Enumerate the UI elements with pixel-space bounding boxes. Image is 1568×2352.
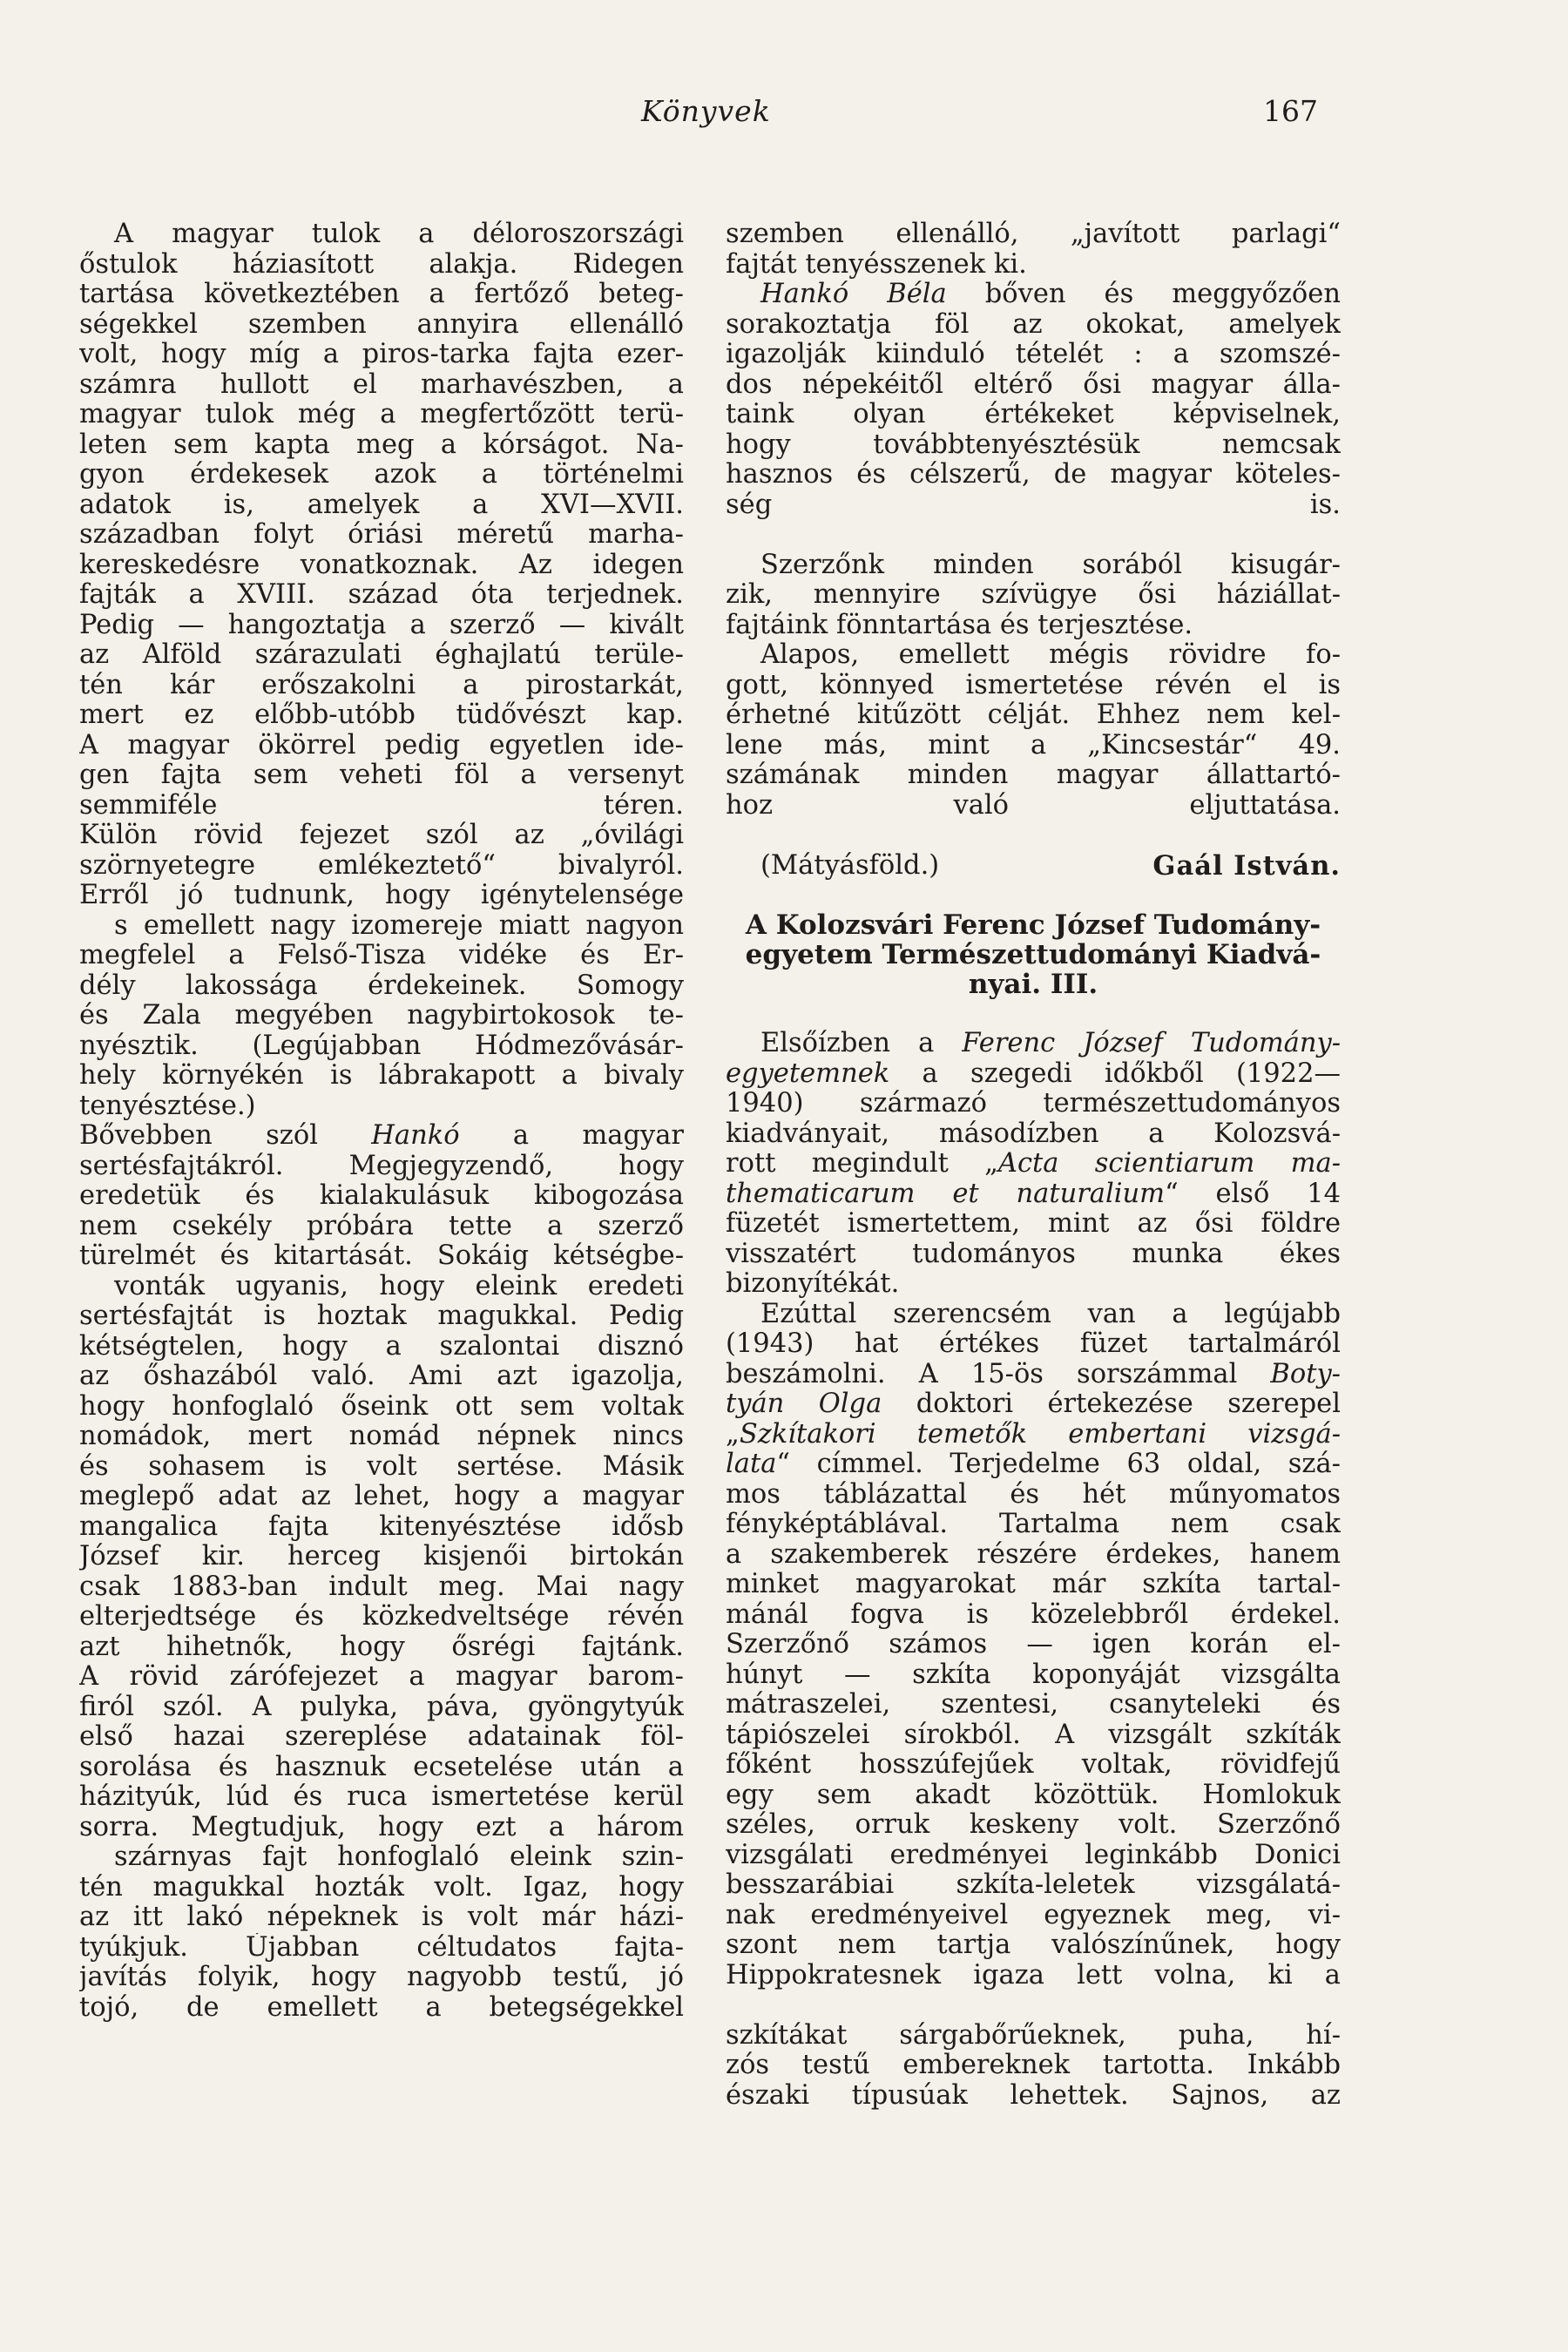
left-column <box>79 220 684 2143</box>
text-line: Ezúttal szerencsém van a legújabb <box>760 1299 1341 1329</box>
text-line: szörnyetegre emlékeztető“ bivalyról. <box>79 850 684 881</box>
right-column <box>726 220 1341 2201</box>
text-line: meglepő adat az lehet, hogy a magyar <box>79 1482 684 1511</box>
text-line: hasznos és célszerű, de magyar köteles- <box>726 460 1341 490</box>
text-line: hogy honfoglaló őseink ott sem voltak <box>79 1391 684 1422</box>
text-line: mánál fogva is közelebbről érdekel. <box>726 1599 1341 1630</box>
heading-line: A Kolozsvári Ferenc József Tudomány- <box>745 909 1321 941</box>
text-line <box>726 1990 1341 2021</box>
text-line: tápiószelei sírokból. A vizsgált szkíták <box>726 1720 1341 1750</box>
text-line: rott megindult „Acta scientiarum ma- <box>726 1149 1341 1179</box>
text-line: egyetemnek a szegedi időkből (1922— <box>726 1058 1341 1089</box>
text-line: sertésfajtákról. Megjegyzendő, hogy <box>79 1151 684 1181</box>
text-line: bizonyítékát. <box>726 1268 900 1299</box>
text-line <box>79 2113 684 2144</box>
text-line <box>726 520 1341 551</box>
text-line: fajták a XVIII. század óta terjednek. <box>79 580 684 610</box>
heading-line: nyai. III. <box>968 969 1098 1000</box>
text-line: tyúkjuk. Újabban céltudatos fajta- <box>79 1932 684 1963</box>
text-line: adatok is, amelyek a XVI—XVII. <box>79 490 684 520</box>
text-line: számra hullott el marhavészben, a <box>79 369 684 400</box>
text-line: elterjedtsége és közkedveltsége révén <box>79 1602 684 1632</box>
text-line: türelmét és kitartását. Sokáig kétségbe- <box>79 1241 684 1271</box>
text-line: Bővebben szól Hankó a magyar <box>79 1121 684 1151</box>
text-line: tén kár erőszakolni a pirostarkát, <box>79 670 684 700</box>
text-line: s emellett nagy izomereje miatt nagyon <box>114 910 684 941</box>
text-line: firól szól. A pulyka, páva, gyöngytyúk <box>79 1692 684 1722</box>
text-line: csak 1883-ban indult meg. Mai nagy <box>79 1571 684 1602</box>
signature-line <box>726 851 1341 882</box>
text-line: beszámolni. A 15-ös sorszámmal Boty- <box>726 1359 1341 1389</box>
text-line: főként hosszúfejűek voltak, rövidfejű <box>726 1750 1341 1780</box>
page-number: 167 <box>1263 94 1318 128</box>
text-line <box>79 2083 684 2113</box>
text-line: taink olyan értékeket képviselnek, <box>726 400 1341 429</box>
running-title: Könyvek <box>641 94 771 128</box>
text-line: sorakoztatja föl az okokat, amelyek <box>726 309 1341 340</box>
text-line: dos népekéitől eltérő ősi magyar álla- <box>726 369 1341 400</box>
text-line: leten sem kapta meg a kórságot. Na- <box>79 429 684 460</box>
text-line: mos táblázattal és hét műnyomatos <box>726 1479 1341 1510</box>
text-line: József kir. herceg kisjenői birtokán <box>79 1542 684 1571</box>
text-line: magyar tulok még a megfertőzött terü- <box>79 400 684 429</box>
text-line: nomádok, mert nomád népnek nincs <box>79 1422 684 1451</box>
text-line: Alapos, emellett mégis rövidre fo- <box>760 640 1341 670</box>
text-line: házityúk, lúd és ruca ismertetése kerül <box>79 1782 684 1812</box>
text-line: sorolása és hasznuk ecsetelése után a <box>79 1752 684 1782</box>
text-line: ség is. <box>726 490 1341 520</box>
text-line: fajtáink fönntartása és terjesztése. <box>726 609 1193 640</box>
text-line: fajtát tenyésszenek ki. <box>726 248 1027 280</box>
text-line: és sohasem is volt sertése. Másik <box>79 1451 684 1482</box>
text-line: javítás folyik, hogy nagyobb testű, jó <box>79 1963 684 1992</box>
text-line: gyon érdekesek azok a történelmi <box>79 460 684 490</box>
text-line: A rövid zárófejezet a magyar barom- <box>79 1662 684 1692</box>
text-line: ségekkel szemben annyira ellenálló <box>79 309 684 340</box>
text-line: nyésztik. (Legújabban Hódmezővásár- <box>79 1031 684 1061</box>
text-line: eredetük és kialakulásuk kibogozása <box>79 1181 684 1211</box>
text-line: füzetét ismertettem, mint az ősi földre <box>726 1209 1341 1239</box>
signature-author: Gaál István. <box>1152 849 1341 882</box>
text-line: Hankó Béla bőven és meggyőzően <box>760 280 1341 309</box>
text-line: fényképtáblával. Tartalma nem csak <box>726 1510 1341 1539</box>
text-line: hoz való eljuttatása. <box>726 790 1341 821</box>
text-line: északi típusúak lehettek. Sajnos, az <box>726 2080 1341 2111</box>
text-line: Szerzőnő számos — igen korán el- <box>726 1630 1341 1659</box>
text-line: vizsgálati eredményei leginkább Donici <box>726 1840 1341 1870</box>
text-line: nem csekély próbára tette a szerző <box>79 1211 684 1241</box>
text-line: 1940) származó természettudományos <box>726 1089 1341 1119</box>
text-line: széles, orruk keskeny volt. Szerzőnő <box>726 1810 1341 1840</box>
text-line: nak eredményeivel egyeznek meg, vi- <box>726 1900 1341 1930</box>
text-line: Külön rövid fejezet szól az „óvilági <box>79 821 684 850</box>
text-line: megfelel a Felső-Tisza vidéke és Er- <box>79 941 684 970</box>
text-line: tenyésztése.) <box>79 1091 256 1121</box>
text-line: tyán Olga doktori értekezése szerepel <box>726 1389 1341 1419</box>
text-line: gen fajta sem veheti föl a versenyt <box>79 760 684 790</box>
signature-place: (Mátyásföld.) <box>760 849 940 881</box>
text-line: A magyar ökörrel pedig egyetlen ide- <box>79 730 684 760</box>
text-line: zik, mennyire szívügye ősi háziállat- <box>726 580 1341 610</box>
text-line: minket magyarokat már szkíta tartal- <box>726 1570 1341 1599</box>
text-line <box>79 2053 684 2084</box>
text-line: az őshazából való. Ami azt igazolja, <box>79 1362 684 1391</box>
text-line: „Szkítakori temetők embertani vizsgá- <box>726 1419 1341 1450</box>
spacer <box>726 999 1341 1029</box>
text-line: igazolják kiinduló tételét : a szomszé- <box>726 340 1341 369</box>
text-line: mert ez előbb-utóbb tüdővészt kap. <box>79 700 684 730</box>
text-line: hogy továbbtenyésztésük nemcsak <box>726 429 1341 460</box>
text-line: Elsőízben a Ferenc József Tudomány- <box>760 1029 1341 1058</box>
text-line: és Zala megyében nagybirtokosok te- <box>79 1001 684 1031</box>
text-line: első hazai szereplése adatainak föl- <box>79 1722 684 1752</box>
text-line: szont nem tartja valószínűnek, hogy <box>726 1930 1341 1960</box>
text-line <box>726 2171 1341 2201</box>
text-line: kiadványait, másodízben a Kolozsvá- <box>726 1119 1341 1149</box>
text-line: A magyar tulok a déloroszországi <box>114 220 684 249</box>
text-line: szárnyas fajt honfoglaló eleink szin- <box>114 1842 684 1872</box>
heading-line: egyetem Természettudományi Kiadvá- <box>745 939 1321 970</box>
text-line: a szakemberek részére érdekes, hanem <box>726 1539 1341 1570</box>
text-line: őstulok háziasított alakja. Ridegen <box>79 249 684 280</box>
text-line: húnyt — szkíta koponyáját vizsgálta <box>726 1659 1341 1690</box>
text-line: semmiféle téren. <box>79 790 684 821</box>
text-line: Pedig — hangoztatja a szerző — kivált <box>79 610 684 640</box>
text-line: kereskedésre vonatkoznak. Az idegen <box>79 550 684 580</box>
text-line: dély lakossága érdekeinek. Somogy <box>79 970 684 1001</box>
text-line: szemben ellenálló, „javított parlagi“ <box>726 220 1341 249</box>
text-line: mangalica fajta kitenyésztése idősb <box>79 1511 684 1542</box>
text-line <box>79 2023 684 2053</box>
text-line: visszatért tudományos munka ékes <box>726 1239 1341 1269</box>
text-line: tojó, de emellett a betegségekkel <box>79 1992 684 2023</box>
text-line: mátraszelei, szentesi, csanyteleki és <box>726 1690 1341 1720</box>
text-line: kétségtelen, hogy a szalontai disznó <box>79 1331 684 1362</box>
text-line: lata“ címmel. Terjedelme 63 oldal, szá- <box>726 1450 1341 1479</box>
text-line: Hippokratesnek igaza lett volna, ki a <box>726 1960 1341 1990</box>
text-line: vonták ugyanis, hogy eleink eredeti <box>114 1271 684 1301</box>
text-line: számának minden magyar állattartó- <box>726 760 1341 790</box>
text-line: tén magukkal hozták volt. Igaz, hogy <box>79 1872 684 1903</box>
text-line: az Alföld szárazulati éghajlatú terüle- <box>79 640 684 670</box>
text-line: sorra. Megtudjuk, hogy ezt a három <box>79 1812 684 1842</box>
text-line: tartása következtében a fertőző beteg- <box>79 280 684 309</box>
text-line <box>726 2111 1341 2141</box>
text-line: egy sem akadt közöttük. Homlokuk <box>726 1780 1341 1810</box>
text-line: besszarábiai szkíta-leletek vizsgálatá- <box>726 1870 1341 1900</box>
text-line: hely környékén is lábrakapott a bivaly <box>79 1061 684 1091</box>
text-line: zós testű embereknek tartotta. Inkább <box>726 2051 1341 2080</box>
article-heading <box>726 910 1341 999</box>
text-line <box>726 821 1341 851</box>
text-line: sertésfajtát is hoztak magukkal. Pedig <box>79 1301 684 1331</box>
spacer <box>726 881 1341 910</box>
text-line: (1943) hat értékes füzet tartalmáról <box>726 1329 1341 1359</box>
text-line: azt hihetnők, hogy ősrégi fajtánk. <box>79 1632 684 1662</box>
text-line: szkítákat sárgabőrűeknek, puha, hí- <box>726 2020 1341 2051</box>
text-line: gott, könnyed ismertetése révén el is <box>726 670 1341 700</box>
text-line: érhetné kitűzött célját. Ehhez nem kel- <box>726 700 1341 730</box>
text-line: thematicarum et naturalium“ első 14 <box>726 1179 1341 1209</box>
text-line: században folyt óriási méretű marha- <box>79 520 684 550</box>
text-line: volt, hogy míg a piros-tarka fajta ezer- <box>79 340 684 369</box>
text-line: Szerzőnk minden sorából kisugár- <box>760 550 1341 580</box>
text-line: Erről jó tudnunk, hogy igénytelensége <box>79 881 684 910</box>
text-line: az itt lakó népeknek is volt már házi- <box>79 1903 684 1932</box>
text-line: lene más, mint a „Kincsestár“ 49. <box>726 730 1341 760</box>
page-header <box>0 94 1568 132</box>
text-line <box>726 2141 1341 2172</box>
